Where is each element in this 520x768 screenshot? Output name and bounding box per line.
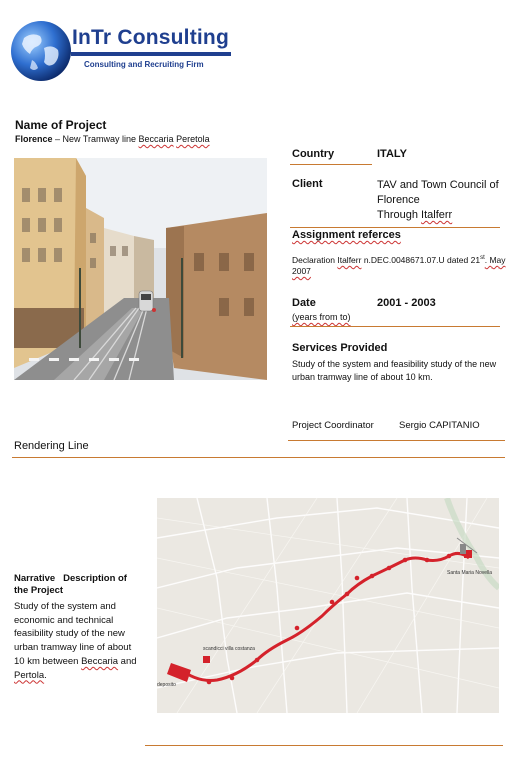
assignment-ordinal: st — [480, 255, 485, 261]
assignment-value — [292, 253, 512, 277]
services-value: Study of the system and feasibility study of the new urban tramway line of about 10 km. — [292, 359, 497, 382]
coordinator-divider — [288, 440, 505, 441]
narrative-place-1: Beccaria — [81, 655, 119, 667]
country-label: Country — [292, 148, 335, 160]
date-label: Date — [292, 297, 316, 309]
country-divider — [290, 164, 372, 165]
narrative-title: Narrative Description of the Project — [14, 573, 130, 596]
tramway-route-map — [157, 498, 499, 713]
assignment-text-2: n.DEC.0048671.07.U dated 21 — [361, 254, 481, 265]
assignment-label: Assignment referces — [292, 229, 401, 241]
services-label: Services Provided — [292, 342, 388, 354]
narrative-text: Study of the system and economic and technical feasibility study of the new urban tramway line of about 10 km between — [14, 601, 132, 667]
narrative-place-2: Pertola — [14, 669, 45, 681]
map-label-scandicci: scandicci villa costanza — [203, 646, 255, 652]
company-name: InTr Consulting — [72, 26, 229, 49]
tramway-street-photo — [14, 158, 267, 380]
rendering-line-label: Rendering Line — [14, 440, 89, 452]
narrative-body — [14, 600, 142, 682]
assignment-text-3: . May 2007 — [292, 254, 506, 276]
narrative-end: . — [44, 669, 47, 681]
project-city: Florence — [15, 134, 53, 144]
bottom-divider — [145, 745, 503, 746]
project-place-2: Peretola — [176, 134, 210, 144]
client-name: TAV and Town Council of Florence — [377, 179, 499, 206]
coordinator-name: Sergio CAPITANIO — [399, 420, 480, 431]
client-value — [377, 178, 512, 223]
station-icon — [460, 544, 466, 554]
client-through: Through — [377, 209, 422, 221]
globe-logo-icon — [10, 20, 72, 82]
date-divider — [290, 326, 500, 327]
rendering-divider — [12, 457, 505, 458]
assignment-italferr: Italferr — [337, 254, 362, 265]
project-title — [15, 134, 210, 144]
country-value: ITALY — [377, 148, 407, 160]
scandicci-terminal-icon — [203, 656, 210, 663]
coordinator-label: Project Coordinator — [292, 420, 374, 431]
years-note: (years from to) — [292, 312, 351, 322]
assignment-text-1: Declaration — [292, 254, 338, 265]
map-label-depot: deposito — [157, 682, 176, 688]
client-label: Client — [292, 178, 323, 190]
logo-underline — [71, 52, 231, 56]
client-intermediary: Italferr — [421, 209, 453, 221]
date-value: 2001 - 2003 — [377, 297, 436, 309]
project-place-1: Beccaria — [138, 134, 174, 144]
project-name-label: Name of Project — [15, 118, 107, 132]
company-tagline: Consulting and Recruiting Firm — [84, 60, 204, 69]
client-divider — [290, 227, 500, 228]
narrative-and: and — [118, 655, 137, 667]
project-line-text: – New Tramway line — [52, 134, 139, 144]
map-label-smn: Santa Maria Novella — [447, 570, 493, 576]
